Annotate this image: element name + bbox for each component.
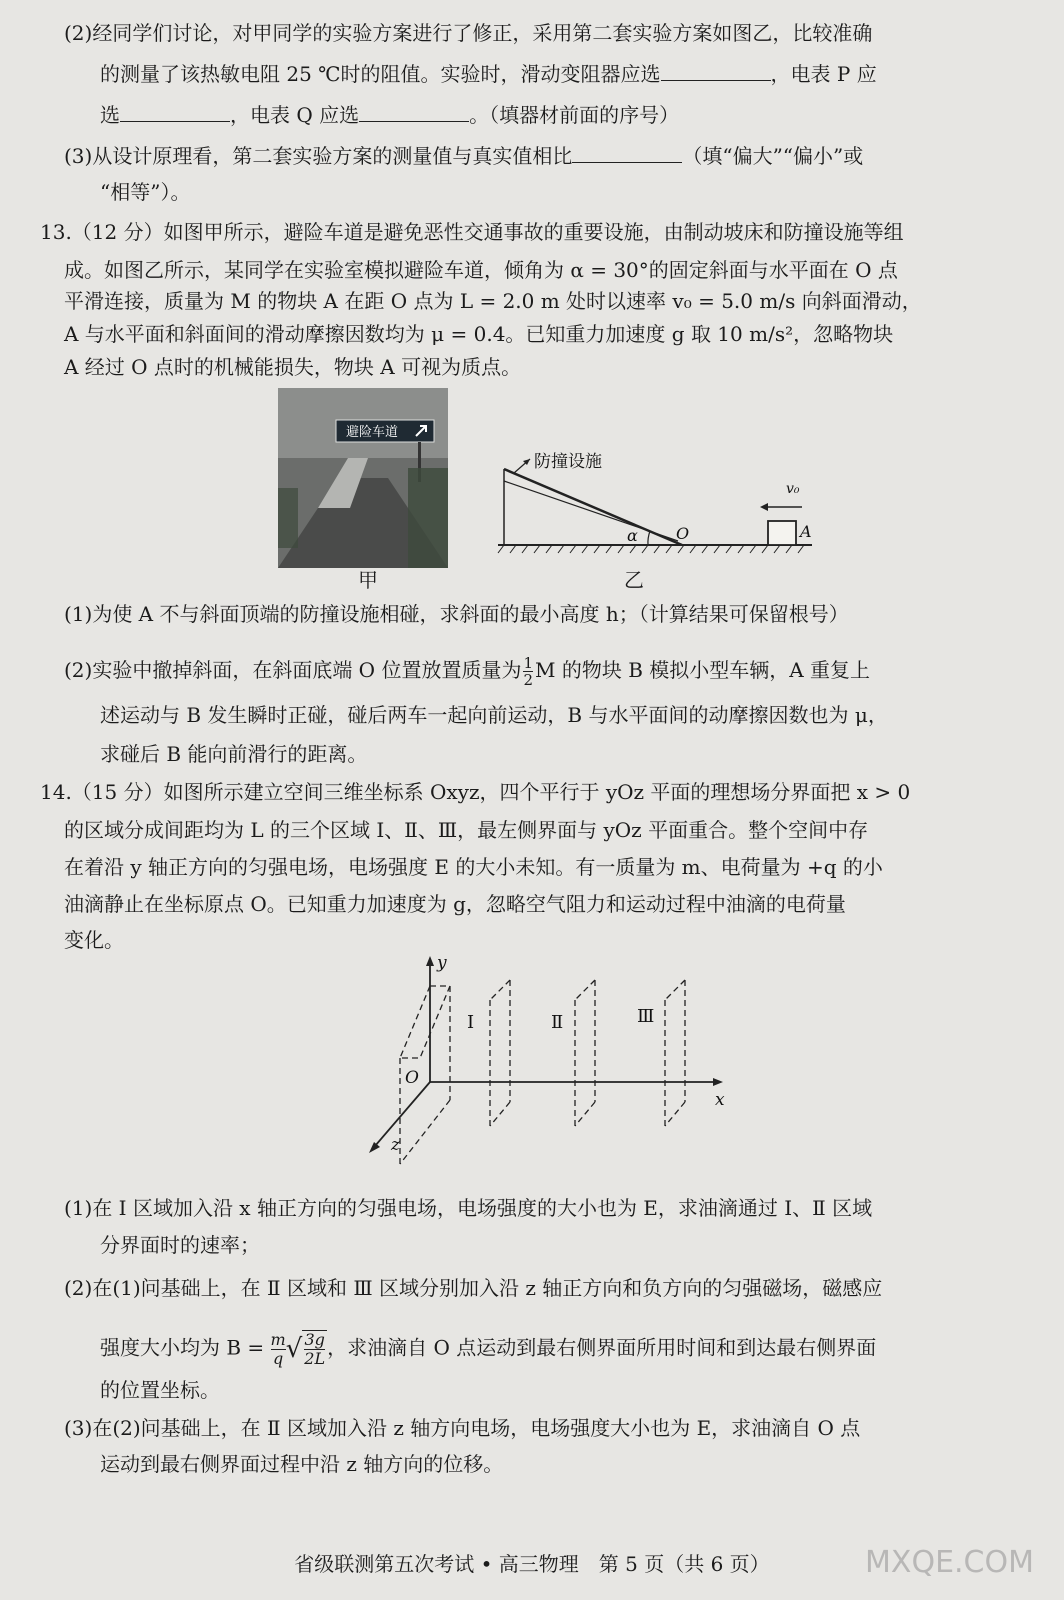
coordinate-diagram — [355, 950, 745, 1165]
q14-line5: 变化。 — [64, 928, 124, 952]
q13-line2: 成。如图乙所示，某同学在实验室模拟避险车道，倾角为 α = 30°的固定斜面与水平面在 O 点 — [64, 258, 898, 282]
q14-sub3-line2: 运动到最右侧界面过程中沿 z 轴方向的位移。 — [100, 1452, 504, 1476]
q12-part3-line1: (3)从设计原理看，第二套实验方案的测量值与真实值相比 （填“偏大”“偏小”或 — [64, 144, 864, 168]
y-axis-label: y — [437, 953, 447, 973]
q13-line1: 13.（12 分）如图甲所示，避险车道是避免恶性交通事故的重要设施，由制动坡床和防撞设施等组 — [40, 220, 904, 244]
escape-lane-photo — [278, 388, 448, 568]
barrier-label: 防撞设施 — [534, 452, 602, 472]
photo-sign-text: 避险车道 — [346, 425, 399, 440]
answer-blank[interactable] — [572, 144, 682, 163]
x-axis-label: x — [715, 1090, 725, 1110]
block-a-label: A — [800, 522, 812, 541]
q13-line3: 平滑连接，质量为 M 的物块 A 在距 O 点为 L = 2.0 m 处时以速率 v₀ = 5.0 m/s 向斜面滑动， — [64, 289, 922, 313]
diagram-caption: 乙 — [624, 568, 644, 592]
z-axis-label: z — [391, 1135, 400, 1155]
region-2-label: Ⅱ — [551, 1012, 564, 1033]
fraction-3g-over-2l: $\frac{3g}{2L}$ — [304, 1330, 326, 1368]
q14-line1: 14.（15 分）如图所示建立空间三维坐标系 Oxyz，四个平行于 yOz 平面的理想场分界面把 x > 0 — [40, 780, 911, 804]
watermark: MXQE.COM — [865, 1545, 1034, 1580]
q14-sub2-line3: 的位置坐标。 — [100, 1378, 220, 1402]
q14-sub2-line1: (2)在(1)问基础上，在 Ⅱ 区域和 Ⅲ 区域分别加入沿 z 轴正方向和负方向的匀强磁场，磁感应 — [64, 1276, 883, 1300]
q13-sub2-line1: (2)实验中撤掉斜面，在斜面底端 O 位置放置质量为 $\frac{1}{2}$ M 的物块 B 模拟小型车辆，A 重复上 — [64, 654, 871, 689]
q13-sub2-line2: 述运动与 B 发生瞬时正碰，碰后两车一起向前运动，B 与水平面间的动摩擦因数也为 μ， — [100, 703, 888, 727]
q12-part2-line2: 的测量了该热敏电阻 25 ℃时的阻值。实验时，滑动变阻器应选 ，电表 P 应 — [100, 62, 877, 86]
q13-sub1: (1)为使 A 不与斜面顶端的防撞设施相碰，求斜面的最小高度 h；（计算结果可保留根号） — [64, 602, 849, 626]
alpha-label: α — [627, 526, 638, 545]
q14-line4: 油滴静止在坐标原点 O。已知重力加速度为 g，忽略空气阻力和运动过程中油滴的电荷量 — [64, 892, 846, 916]
q14-line2: 的区域分成间距均为 L 的三个区域 Ⅰ、Ⅱ、Ⅲ，最左侧界面与 yOz 平面重合。整个空间中存 — [64, 818, 869, 842]
origin-o-label: O — [405, 1068, 419, 1088]
q12-part3-line2: “相等”）。 — [100, 180, 191, 204]
fraction-half: $\frac{1}{2}$ — [523, 654, 533, 689]
q14-line3: 在着沿 y 轴正方向的匀强电场，电场强度 E 的大小未知。有一质量为 m、电荷量为 +q 的小 — [64, 855, 883, 879]
q12-part2-line1: (2)经同学们讨论，对甲同学的实验方案进行了修正，采用第二套实验方案如图乙，比较准确 — [64, 21, 873, 45]
slope-diagram — [490, 445, 820, 585]
fraction-m-over-q: $\frac{m}{q}$ — [270, 1329, 286, 1368]
photo-caption: 甲 — [358, 568, 378, 592]
q12-part2-line3: 选 ，电表 Q 应选 。（填器材前面的序号） — [100, 103, 680, 127]
origin-label: O — [676, 524, 690, 543]
answer-blank[interactable] — [359, 103, 469, 122]
sqrt-icon: √ — [285, 1334, 303, 1364]
velocity-label: v₀ — [786, 481, 800, 497]
q14-sub3-line1: (3)在(2)问基础上，在 Ⅱ 区域加入沿 z 轴方向电场，电场强度大小也为 E，求油滴自 O 点 — [64, 1416, 861, 1440]
q13-line5: A 经过 O 点时的机械能损失，物块 A 可视为质点。 — [64, 355, 522, 379]
answer-blank[interactable] — [661, 62, 771, 81]
region-1-label: Ⅰ — [467, 1012, 475, 1033]
q14-sub1-line2: 分界面时的速率； — [100, 1233, 260, 1257]
q13-line4: A 与水平面和斜面间的滑动摩擦因数均为 μ = 0.4。已知重力加速度 g 取 10 m/s²，忽略物块 — [64, 322, 894, 346]
answer-blank[interactable] — [120, 103, 230, 122]
q13-sub2-line3: 求碰后 B 能向前滑行的距离。 — [100, 742, 368, 766]
page-footer: 省级联测第五次考试 • 高三物理 第 5 页（共 6 页） — [294, 1552, 770, 1576]
q14-sub2-line2: 强度大小均为 B = $\frac{m}{q}$ √ $\frac{3g}{2L}$ ，求油滴自 O 点运动到最右侧界面所用时间和到达最右侧界面 — [100, 1329, 877, 1368]
q14-sub1-line1: (1)在 Ⅰ 区域加入沿 x 轴正方向的匀强电场，电场强度的大小也为 E，求油滴通过 Ⅰ、Ⅱ 区域 — [64, 1196, 873, 1220]
region-3-label: Ⅲ — [637, 1006, 655, 1027]
block-a — [768, 521, 796, 545]
